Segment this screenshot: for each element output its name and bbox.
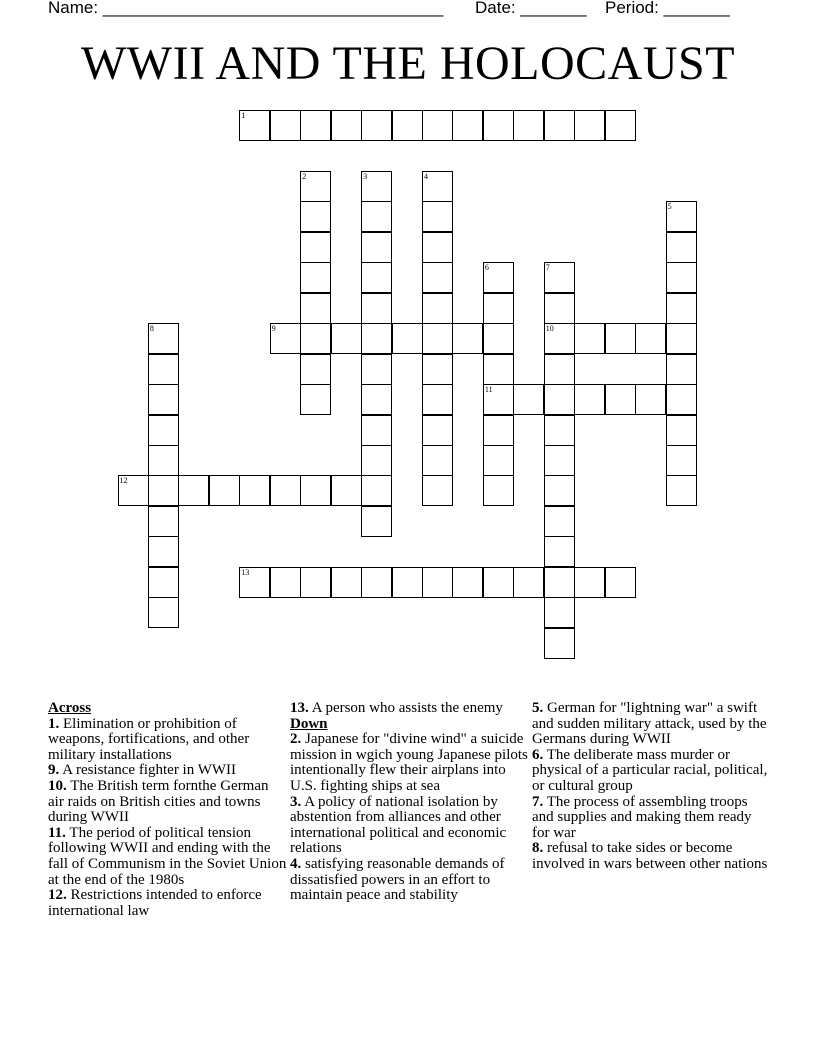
crossword-cell[interactable] — [300, 293, 331, 324]
crossword-cell[interactable] — [422, 415, 453, 446]
crossword-cell[interactable] — [361, 262, 392, 293]
crossword-cell[interactable] — [331, 475, 362, 506]
clue-number-label: 3 — [363, 171, 368, 181]
clue-number: 8. — [532, 840, 544, 857]
crossword-cell[interactable] — [544, 384, 575, 415]
clue-down-7 — [532, 795, 772, 842]
clue-text: A resistance fighter in WWII — [62, 762, 237, 779]
crossword-cell[interactable] — [361, 293, 392, 324]
crossword-cell[interactable] — [422, 384, 453, 415]
crossword-cell[interactable] — [300, 110, 331, 141]
crossword-cell[interactable] — [422, 262, 453, 293]
across-heading: Across — [48, 700, 92, 716]
crossword-cell[interactable] — [574, 323, 605, 354]
crossword-cell[interactable] — [361, 567, 392, 598]
crossword-cell[interactable] — [422, 110, 453, 141]
clue-text: Restrictions intended to enforce international law — [48, 887, 262, 919]
clue-number: 12. — [48, 887, 67, 904]
crossword-cell[interactable] — [331, 110, 362, 141]
crossword-cell[interactable] — [239, 110, 270, 141]
crossword-cell[interactable] — [361, 445, 392, 476]
crossword-cell[interactable] — [270, 567, 301, 598]
crossword-cell[interactable] — [361, 475, 392, 506]
crossword-cell[interactable] — [483, 567, 514, 598]
crossword-cell[interactable] — [422, 445, 453, 476]
crossword-cell[interactable] — [605, 110, 636, 141]
clue-number: 1. — [48, 715, 60, 732]
crossword-cell[interactable] — [544, 506, 575, 537]
crossword-cell[interactable] — [300, 171, 331, 202]
crossword-cell[interactable] — [422, 475, 453, 506]
crossword-cell[interactable] — [513, 384, 544, 415]
crossword-cell[interactable] — [300, 384, 331, 415]
clue-number-label: 10 — [545, 324, 554, 334]
crossword-cell[interactable] — [513, 110, 544, 141]
clue-down-6 — [532, 748, 772, 795]
crossword-cell[interactable] — [148, 445, 179, 476]
clue-text: A policy of national isolation by abstention from alliances and other international political and economic relations — [290, 793, 507, 857]
clue-text: satisfying reasonable demands of dissatisfied powers in an effort to maintain peace and stability — [290, 855, 505, 904]
crossword-cell[interactable] — [422, 293, 453, 324]
crossword-cell[interactable] — [605, 567, 636, 598]
worksheet-title: WWII AND THE HOLOCAUST — [80, 37, 736, 90]
crossword-cell[interactable] — [361, 201, 392, 232]
clue-down-2 — [290, 732, 530, 794]
clue-text: Elimination or prohibition of weapons, fortifications, and other military installations — [48, 715, 250, 763]
crossword-cell[interactable] — [148, 323, 179, 354]
crossword-cell[interactable] — [239, 567, 270, 598]
name-field-label: Name: ____________________________________ — [48, 0, 444, 17]
crossword-cell[interactable] — [361, 232, 392, 263]
crossword-cell[interactable] — [666, 415, 697, 446]
crossword-cell[interactable] — [544, 293, 575, 324]
crossword-cell[interactable] — [666, 475, 697, 506]
crossword-cell[interactable] — [544, 354, 575, 385]
crossword-cell[interactable] — [270, 110, 301, 141]
crossword-cell[interactable] — [361, 415, 392, 446]
clue-text: The period of political tension following WWII and ending with the fall of Communism in the Soviet Union at the end of the 1980s — [48, 824, 287, 888]
clue-across-13 — [290, 701, 530, 717]
clue-down-4 — [290, 857, 530, 904]
crossword-cell[interactable] — [483, 415, 514, 446]
crossword-cell[interactable] — [148, 567, 179, 598]
clue-number-label: 8 — [149, 324, 154, 334]
clue-number-label: 6 — [484, 263, 489, 273]
clue-number: 7. — [532, 793, 544, 810]
crossword-cell[interactable] — [422, 171, 453, 202]
crossword-cell[interactable] — [300, 323, 331, 354]
clue-number: 13. — [290, 700, 309, 716]
crossword-cell[interactable] — [666, 293, 697, 324]
clue-across-10 — [48, 779, 288, 826]
crossword-cell[interactable] — [544, 567, 575, 598]
crossword-cell[interactable] — [361, 323, 392, 354]
crossword-cell[interactable] — [544, 415, 575, 446]
crossword-cell[interactable] — [361, 171, 392, 202]
crossword-cell[interactable] — [361, 354, 392, 385]
crossword-cell[interactable] — [148, 415, 179, 446]
clue-number: 4. — [290, 855, 302, 872]
clue-down-3 — [290, 795, 530, 857]
crossword-cell[interactable] — [605, 323, 636, 354]
clue-across-1 — [48, 717, 288, 764]
crossword-cell[interactable] — [422, 232, 453, 263]
clue-number-label: 12 — [119, 476, 128, 486]
crossword-cell[interactable] — [513, 567, 544, 598]
crossword-cell[interactable] — [300, 262, 331, 293]
crossword-cell[interactable] — [452, 110, 483, 141]
crossword-cell[interactable] — [544, 262, 575, 293]
crossword-cell[interactable] — [270, 323, 301, 354]
clue-text: A person who assists the enemy — [311, 700, 503, 716]
crossword-cell[interactable] — [300, 567, 331, 598]
clue-number-label: 7 — [545, 263, 550, 273]
crossword-cell[interactable] — [544, 110, 575, 141]
crossword-cell[interactable] — [239, 475, 270, 506]
clue-column-3 — [532, 701, 772, 873]
crossword-cell[interactable] — [666, 262, 697, 293]
clue-number: 5. — [532, 700, 544, 716]
clue-number-label: 1 — [241, 111, 246, 120]
clue-number: 10. — [48, 777, 67, 794]
crossword-cell[interactable] — [148, 536, 179, 567]
clue-number: 2. — [290, 731, 302, 748]
crossword-cell[interactable] — [300, 475, 331, 506]
crossword-cell[interactable] — [361, 110, 392, 141]
crossword-cell[interactable] — [148, 475, 179, 506]
clue-number-label: 11 — [484, 385, 493, 395]
crossword-cell[interactable] — [574, 567, 605, 598]
crossword-cell[interactable] — [148, 506, 179, 537]
crossword-cell[interactable] — [574, 110, 605, 141]
clue-number-label: 5 — [667, 202, 672, 212]
clue-text: refusal to take sides or become involved in wars between other nations — [532, 840, 768, 872]
crossword-cell[interactable] — [544, 597, 575, 628]
crossword-cell[interactable] — [270, 475, 301, 506]
clue-down-5 — [532, 701, 772, 748]
crossword-cell[interactable] — [300, 232, 331, 263]
crossword-cell[interactable] — [544, 323, 575, 354]
crossword-cell[interactable] — [392, 567, 423, 598]
clue-text: The British term fornthe German air raids on British cities and towns during WWII — [48, 777, 269, 826]
crossword-cell[interactable] — [544, 475, 575, 506]
crossword-cell[interactable] — [148, 384, 179, 415]
clue-across-12 — [48, 888, 288, 919]
clue-number-label: 13 — [241, 567, 250, 577]
crossword-cell[interactable] — [544, 628, 575, 659]
crossword-cell[interactable] — [392, 323, 423, 354]
clue-number-label: 9 — [271, 324, 276, 334]
crossword-cell[interactable] — [483, 323, 514, 354]
crossword-cell[interactable] — [483, 262, 514, 293]
crossword-cell[interactable] — [666, 384, 697, 415]
crossword-cell[interactable] — [392, 110, 423, 141]
crossword-cell[interactable] — [483, 384, 514, 415]
clue-column-1 — [48, 701, 288, 919]
crossword-cell[interactable] — [361, 384, 392, 415]
crossword-cell[interactable] — [300, 201, 331, 232]
crossword-cell[interactable] — [544, 536, 575, 567]
crossword-cell[interactable] — [635, 384, 666, 415]
clue-number: 6. — [532, 746, 544, 763]
crossword-cell[interactable] — [331, 567, 362, 598]
crossword-cell[interactable] — [605, 384, 636, 415]
crossword-cell[interactable] — [483, 110, 514, 141]
crossword-cell[interactable] — [361, 506, 392, 537]
clue-column-2 — [290, 701, 530, 904]
crossword-cell[interactable] — [666, 232, 697, 263]
crossword-cell[interactable] — [148, 597, 179, 628]
crossword-cell[interactable] — [483, 293, 514, 324]
crossword-cell[interactable] — [483, 354, 514, 385]
crossword-cell[interactable] — [178, 475, 209, 506]
clue-number-label: 2 — [302, 171, 307, 181]
crossword-cell[interactable] — [422, 354, 453, 385]
period-field-label: Period: _______ — [605, 0, 730, 17]
crossword-cell[interactable] — [209, 475, 240, 506]
crossword-cell[interactable] — [300, 354, 331, 385]
crossword-cell[interactable] — [483, 445, 514, 476]
clue-across-11 — [48, 826, 288, 888]
clue-text: The deliberate mass murder or physical of a particular racial, political, or cultural group — [532, 746, 768, 794]
crossword-cell[interactable] — [483, 475, 514, 506]
crossword-cell[interactable] — [452, 323, 483, 354]
crossword-cell[interactable] — [635, 323, 666, 354]
clue-text: Japanese for "divine wind" a suicide mission in wgich young Japanese pilots intentionally flew their airplans into U.S. fighting ships at sea — [290, 731, 528, 794]
clue-text: German for "lightning war" a swift and sudden military attack, used by the Germans during WWII — [532, 700, 767, 748]
crossword-cell[interactable] — [666, 445, 697, 476]
clue-number: 9. — [48, 762, 60, 779]
crossword-cell[interactable] — [574, 384, 605, 415]
clue-number-label: 4 — [424, 171, 428, 181]
crossword-cell[interactable] — [422, 567, 453, 598]
crossword-cell[interactable] — [331, 323, 362, 354]
clue-text: The process of assembling troops and supplies and making them ready for war — [532, 793, 752, 841]
crossword-cell[interactable] — [118, 475, 149, 506]
clue-number: 11. — [48, 824, 66, 841]
crossword-cell[interactable] — [666, 323, 697, 354]
crossword-cell[interactable] — [666, 201, 697, 232]
crossword-cell[interactable] — [666, 354, 697, 385]
clue-across-9 — [48, 763, 288, 779]
crossword-cell[interactable] — [148, 354, 179, 385]
crossword-cell[interactable] — [422, 323, 453, 354]
crossword-cell[interactable] — [544, 445, 575, 476]
crossword-cell[interactable] — [422, 201, 453, 232]
clue-down-8 — [532, 841, 772, 872]
down-heading: Down — [290, 715, 328, 732]
clue-number: 3. — [290, 793, 302, 810]
date-field-label: Date: _______ — [475, 0, 587, 17]
crossword-cell[interactable] — [452, 567, 483, 598]
